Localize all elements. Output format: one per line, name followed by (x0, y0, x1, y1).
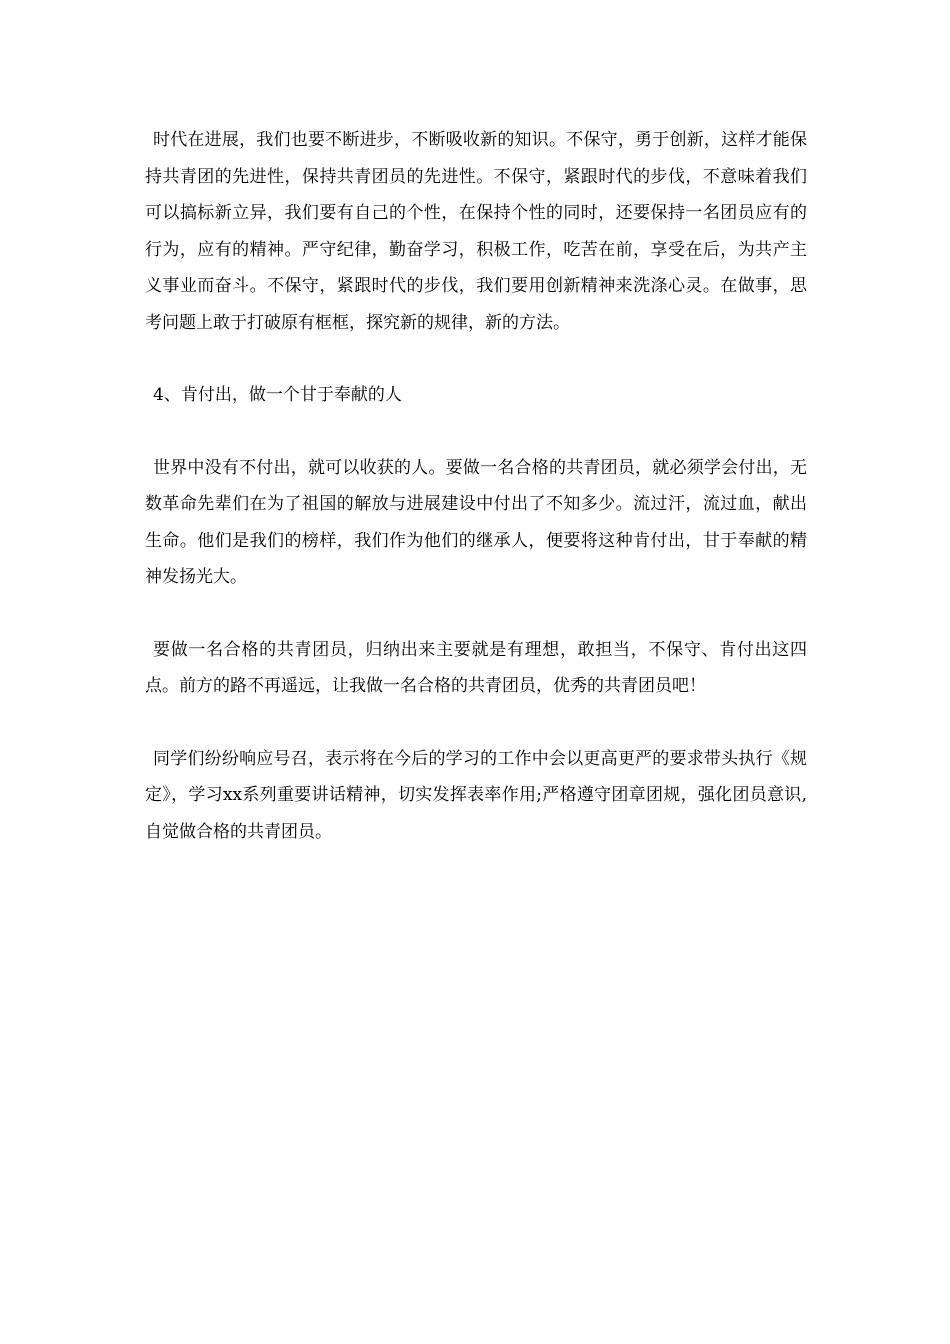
paragraph-gap (145, 341, 807, 377)
paragraph-gap (145, 705, 807, 741)
paragraph-gap (145, 596, 807, 632)
document-body (145, 122, 807, 850)
section-heading-4: 4、肯付出，做一个甘于奉献的人 (153, 385, 402, 405)
paragraph-innovation: 时代在进展，我们也要不断进步，不断吸收新的知识。不保守，勇于创新，这样才能保持共青团的先进性，保持共青团员的先进性。不保守，紧跟时代的步伐，不意味着我们可以搞标新立异，我们要有自己的个性，在保持个性的同时，还要保持一名团员应有的行为，应有的精神。严守纪律，勤奋学习，积极工作，吃苦在前，享受在后，为共产主义事业而奋斗。不保守，紧跟时代的步伐，我们要用创新精神来洗涤心灵。在做事，思考问题上敢于打破原有框框，探究新的规律，新的方法。 (145, 130, 807, 333)
paragraph-dedication: 世界中没有不付出，就可以收获的人。要做一名合格的共青团员，就必须学会付出，无数革命先辈们在为了祖国的解放与进展建设中付出了不知多少。流过汗，流过血，献出生命。他们是我们的榜样，我们作为他们的继承人，便要将这种肯付出，甘于奉献的精神发扬光大。 (145, 457, 807, 587)
paragraph-gap (145, 414, 807, 450)
paragraph-response: 同学们纷纷响应号召，表示将在今后的学习的工作中会以更高更严的要求带头执行《规定》，学习xx系列重要讲话精神，切实发挥表率作用;严格遵守团章团规，强化团员意识,自觉做合格的共青团员。 (145, 748, 807, 842)
paragraph-summary: 要做一名合格的共青团员，归纳出来主要就是有理想，敢担当，不保守、肯付出这四点。前方的路不再遥远，让我做一名合格的共青团员，优秀的共青团员吧！ (145, 639, 807, 696)
